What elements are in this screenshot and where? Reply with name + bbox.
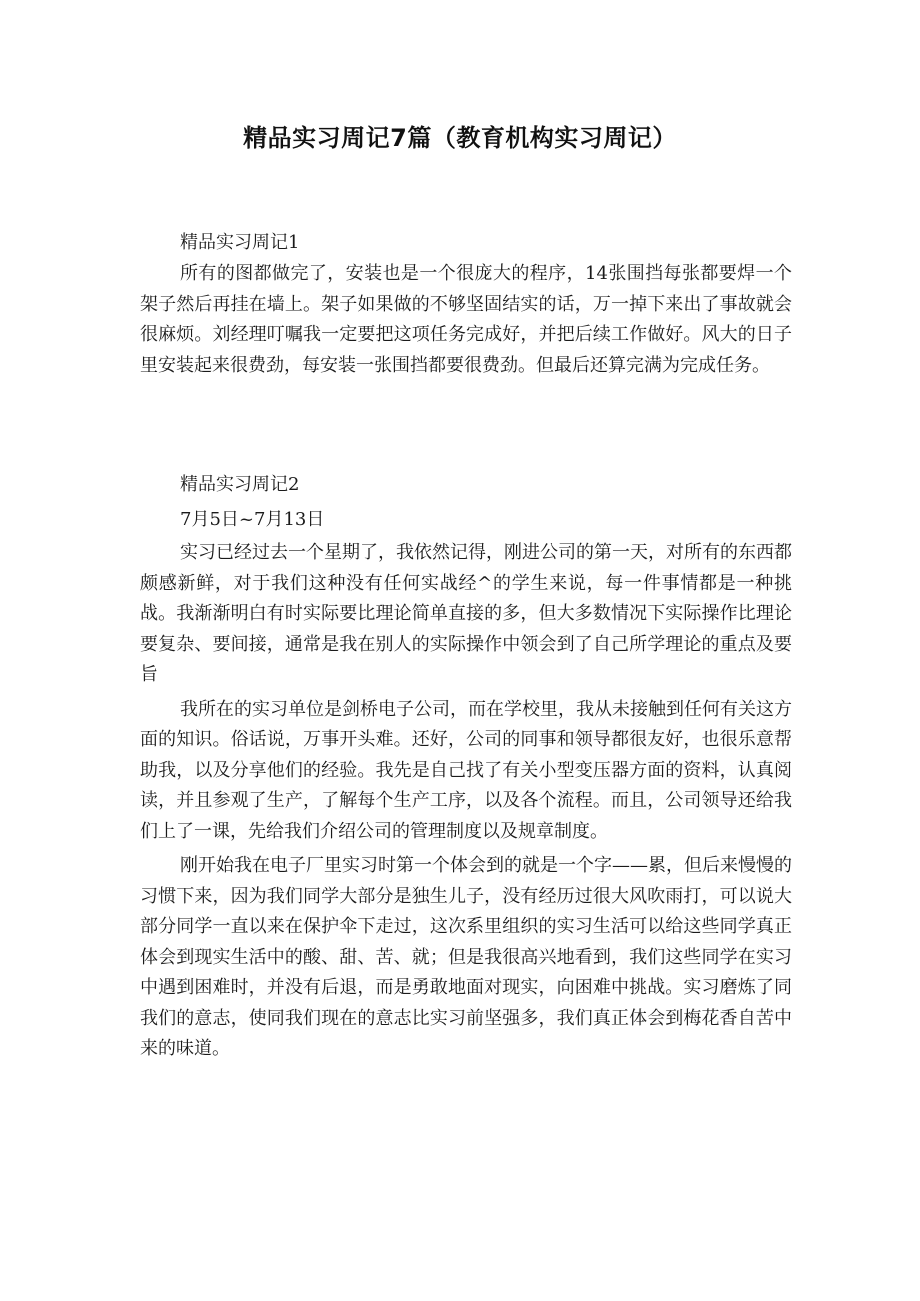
entry-2-paragraph-2: 我所在的实习单位是剑桥电子公司，而在学校里，我从未接触到任何有关这方面的知识。俗话说，万事开头难。还好，公司的同事和领导都很友好，也很乐意帮助我，以及分享他们的经验。我先是自己找了有关小型变压器方面的资料，认真阅读，并且参观了生产，了解每个生产工序，以及各个流程。而且，公司领导还给我们上了一课，先给我们介绍公司的管理制度以及规章制度。: [140, 698, 792, 842]
entry-1-heading: 精品实习周记1: [180, 232, 300, 253]
entry-1-body: [140, 259, 792, 381]
document-title: 精品实习周记7篇（教育机构实习周记）: [243, 124, 677, 152]
entry-2-date: 7月5日~7月13日: [180, 509, 325, 530]
entry-1-paragraph-1: 所有的图都做完了，安装也是一个很庞大的程序，14张围挡每张都要焊一个架子然后再挂在墙上。架子如果做的不够坚固结实的话，万一掉下来出了事故就会很麻烦。刘经理叮嘱我一定要把这项任务完成好，并把后续工作做好。风大的日子里安装起来很费劲，每安装一张围挡都要很费劲。但最后还算完满为完成任务。: [140, 263, 792, 376]
entry-2-body: [140, 538, 792, 1065]
entry-2-paragraph-1: 实习已经过去一个星期了，我依然记得，刚进公司的第一天，对所有的东西都颇感新鲜，对于我们这种没有任何实战经^的学生来说，每一件事情都是一种挑战。我渐渐明白有时实际要比理论简单直接的多，但大多数情况下实际操作比理论要复杂、要间接，通常是我在别人的实际操作中领会到了自己所学理论的重点及要旨: [140, 542, 792, 685]
entry-2-heading: 精品实习周记2: [180, 474, 300, 495]
entry-2-paragraph-3: 刚开始我在电子厂里实习时第一个体会到的就是一个字——累，但后来慢慢的习惯下来，因为我们同学大部分是独生儿子，没有经历过很大风吹雨打，可以说大部分同学一直以来在保护伞下走过，这次系里组织的实习生活可以给这些同学真正体会到现实生活中的酸、甜、苦、就；但是我很高兴地看到，我们这些同学在实习中遇到困难时，并没有后退，而是勇敢地面对现实，向困难中挑战。实习磨炼了同我们的意志，使同我们现在的意志比实习前坚强多，我们真正体会到梅花香自苦中来的味道。: [140, 855, 792, 1059]
